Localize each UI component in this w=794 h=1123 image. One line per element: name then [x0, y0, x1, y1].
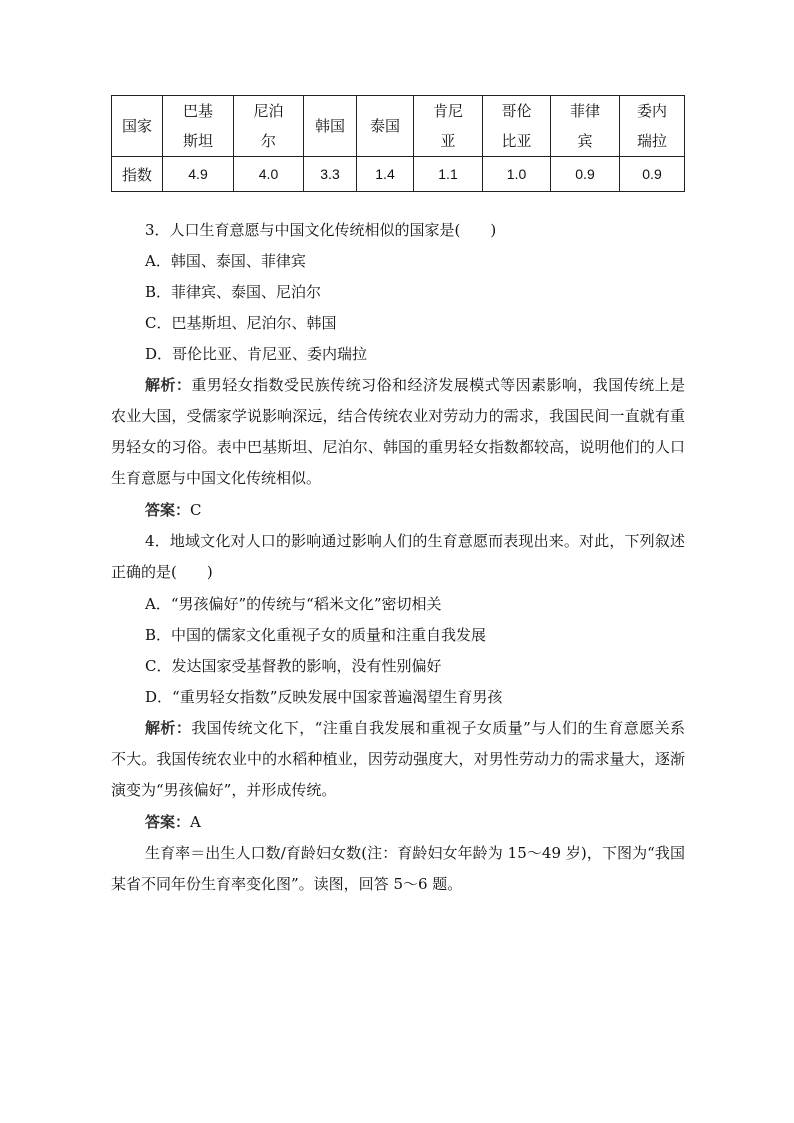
- question-4-answer: [145, 812, 201, 832]
- value-cell: 1.1: [414, 157, 483, 192]
- value-cell: 0.9: [551, 157, 620, 192]
- country-cell: [163, 96, 234, 157]
- analysis-label: 解析：: [145, 719, 192, 737]
- value-cell: 3.3: [304, 157, 357, 192]
- country-cell: [551, 96, 620, 157]
- table-value-row: [112, 157, 685, 192]
- value-label-cell: 指数: [112, 157, 163, 192]
- analysis-text: 我国传统文化下，“注重自我发展和重视子女质量”与人们的生育意愿关系不大。我国传统农业中的水稻种植业，因劳动强度大，对男性劳动力的需求量大，逐渐演变为“男孩偏好”，并形成传统。: [111, 719, 685, 799]
- country-name: 哥伦比亚: [501, 102, 532, 150]
- header-label-cell: 国家: [112, 96, 163, 157]
- answer-label: 答案：: [145, 501, 191, 519]
- country-name: 尼泊尔: [253, 102, 284, 150]
- country-name: 肯尼亚: [432, 102, 463, 150]
- question-4-option-a: A．“男孩偏好”的传统与“稻米文化”密切相关: [145, 595, 442, 613]
- question-3-stem: 3．人口生育意愿与中国文化传统相似的国家是( ): [145, 221, 497, 239]
- answer-value: A: [190, 813, 201, 831]
- table-header-row: [112, 96, 685, 157]
- question-3-analysis: [111, 370, 685, 494]
- question-4-option-c: C．发达国家受基督教的影响，没有性别偏好: [145, 657, 442, 675]
- question-4-analysis: [111, 713, 685, 806]
- value-cell: 4.9: [163, 157, 234, 192]
- value-cell: 0.9: [620, 157, 685, 192]
- country-cell: [620, 96, 685, 157]
- question-3-option-b: B．菲律宾、泰国、尼泊尔: [145, 283, 322, 301]
- country-cell: [483, 96, 551, 157]
- answer-value: C: [190, 501, 202, 519]
- question-4-option-b: B．中国的儒家文化重视子女的质量和注重自我发展: [145, 626, 487, 644]
- country-name: 菲律宾: [569, 102, 600, 150]
- question-4-stem: 4．地域文化对人口的影响通过影响人们的生育意愿而表现出来。对此，下列叙述正确的是( ): [111, 532, 685, 581]
- analysis-label: 解析：: [145, 376, 192, 394]
- question-3-option-d: D．哥伦比亚、肯尼亚、委内瑞拉: [145, 345, 368, 363]
- value-cell: 4.0: [234, 157, 304, 192]
- questions-5-6-intro: 生育率＝出生人口数/育龄妇女数(注：育龄妇女年龄为 15～49 岁)，下图为“我国某省不同年份生育率变化图”。读图，回答 5～6 题。: [111, 844, 685, 893]
- analysis-text: 重男轻女指数受民族传统习俗和经济发展模式等因素影响，我国传统上是农业大国，受儒家学说影响深远，结合传统农业对劳动力的需求，我国民间一直就有重男轻女的习俗。表中巴基斯坦、尼泊尔、韩国的重男轻女指数都较高，说明他们的人口生育意愿与中国文化传统相似。: [111, 376, 685, 487]
- country-cell: 泰国: [357, 96, 414, 157]
- question-3-option-a: A．韩国、泰国、菲律宾: [145, 252, 306, 270]
- country-cell: 韩国: [304, 96, 357, 157]
- question-4-option-d: D．“重男轻女指数”反映发展中国家普遍渴望生育男孩: [145, 688, 503, 706]
- index-table: [111, 95, 685, 192]
- country-cell: [414, 96, 483, 157]
- country-name: 委内瑞拉: [636, 102, 667, 150]
- value-cell: 1.0: [483, 157, 551, 192]
- country-cell: [234, 96, 304, 157]
- question-3-option-c: C．巴基斯坦、尼泊尔、韩国: [145, 314, 337, 332]
- question-3-answer: [145, 500, 202, 520]
- answer-label: 答案：: [145, 813, 191, 831]
- value-cell: 1.4: [357, 157, 414, 192]
- country-name: 巴基斯坦: [182, 102, 213, 150]
